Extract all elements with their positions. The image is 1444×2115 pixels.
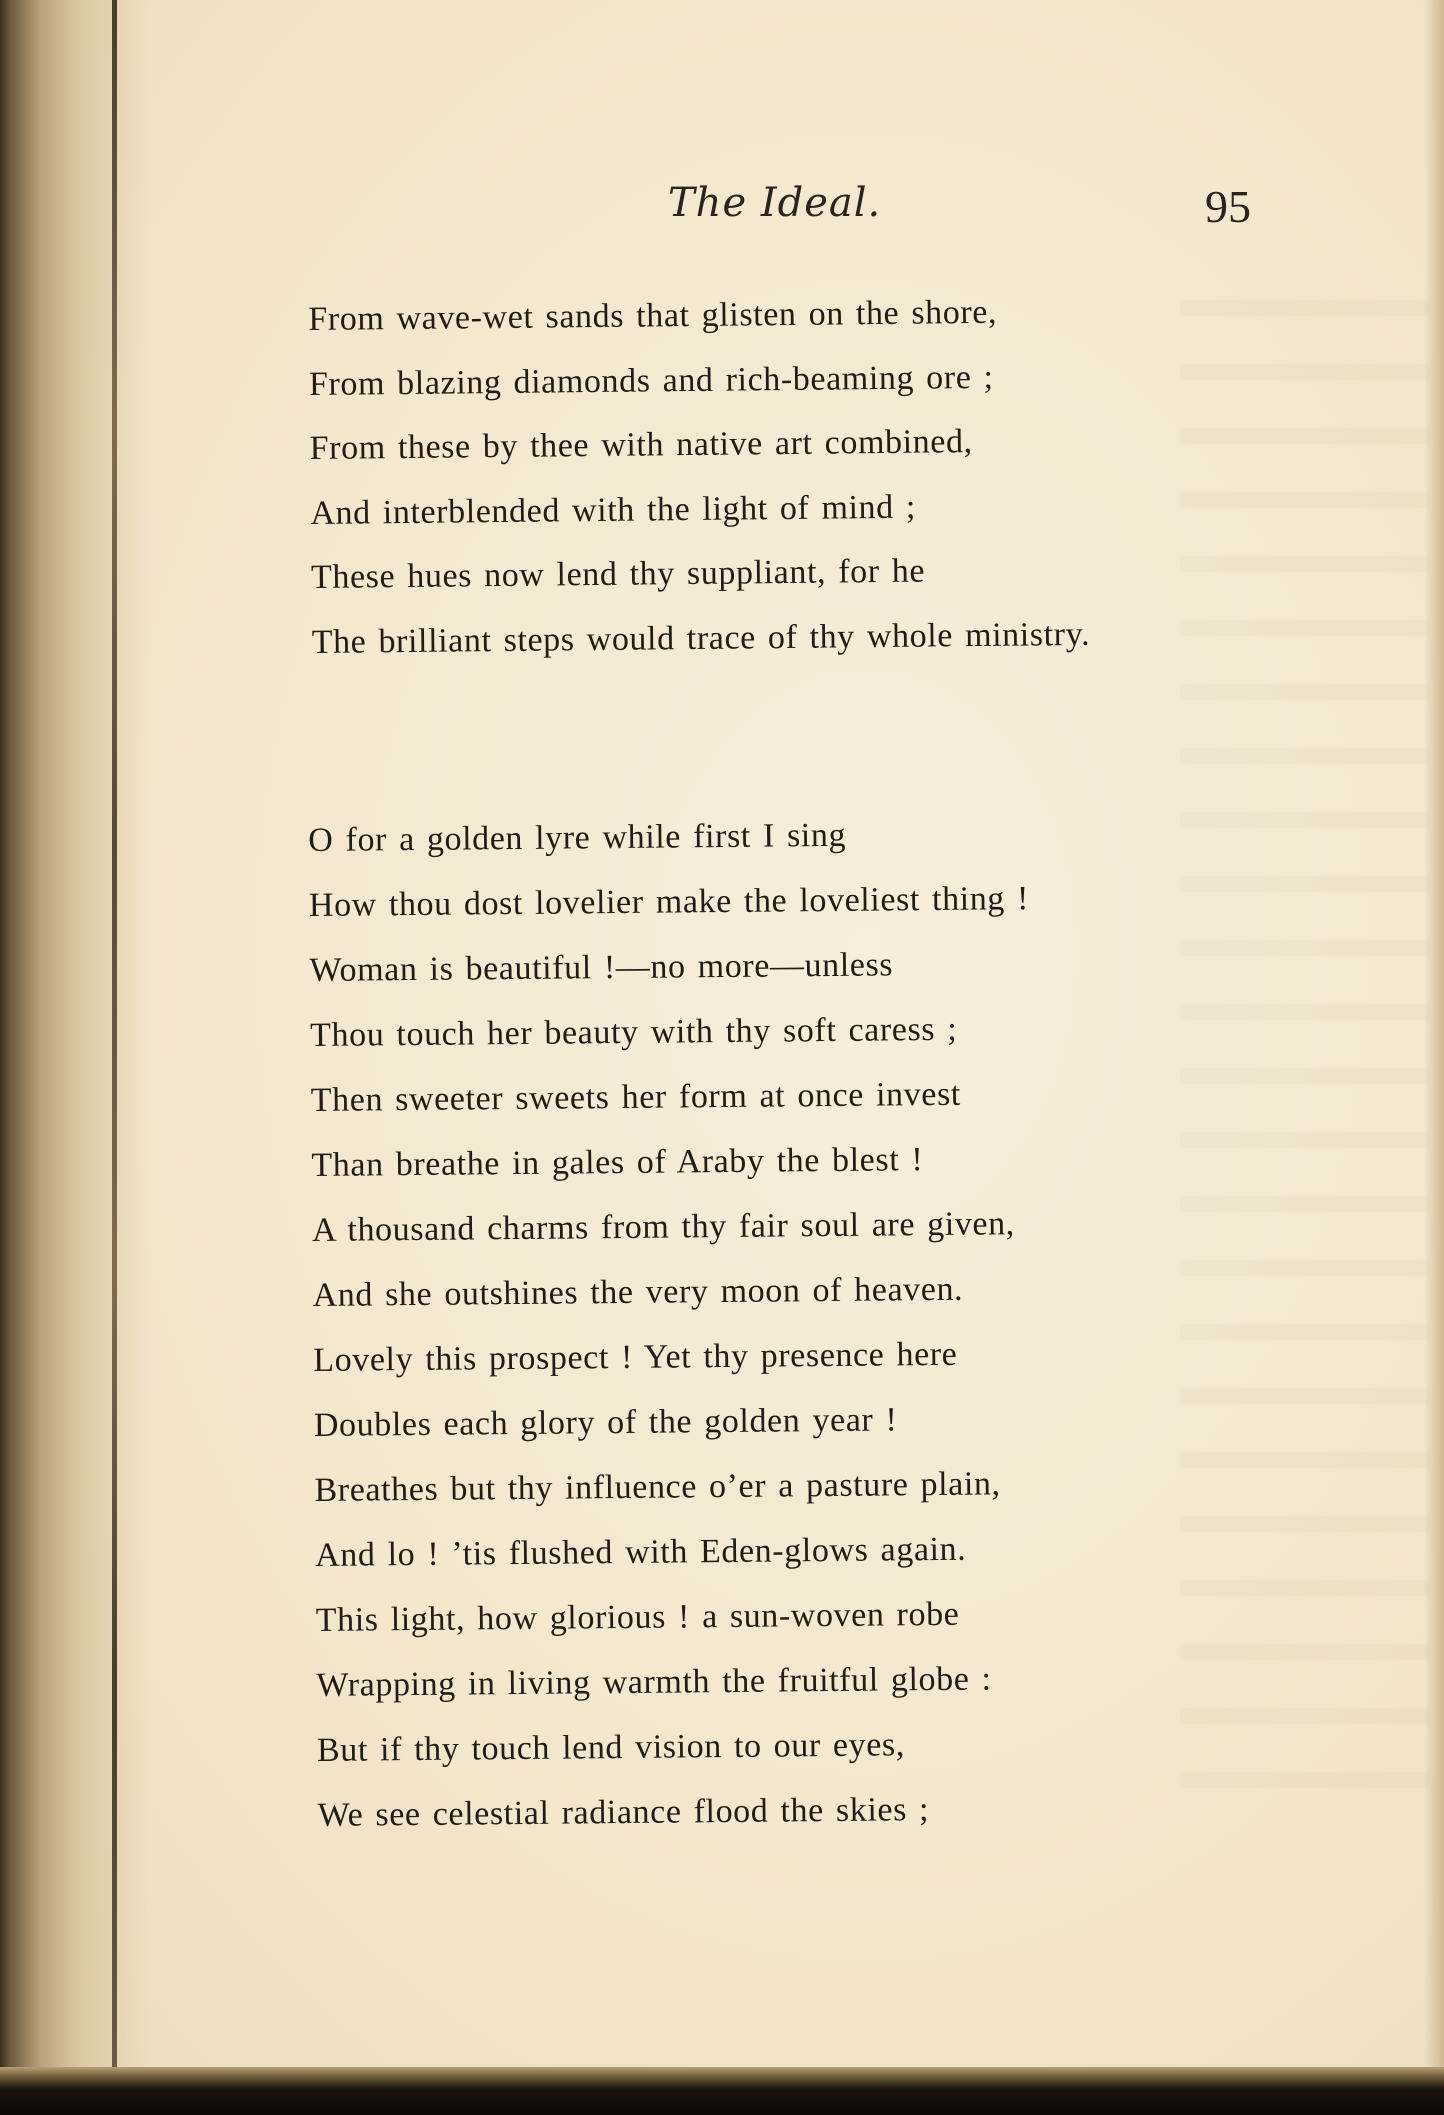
page-number: 95 (1205, 181, 1251, 232)
page-bottom-edge (0, 2067, 1444, 2115)
verse-line: And lo ! ’tis flushed with Eden-glows again. (314, 1530, 967, 1574)
verse-line: Than breathe in gales of Araby the blest ! (311, 1141, 924, 1184)
verse-line: O for a golden lyre while first I sing (308, 816, 847, 859)
binding-shadow (0, 0, 150, 2115)
verse-line: And interblended with the light of mind ; (310, 488, 917, 532)
verse-line: The brilliant steps would trace of thy whole ministry. (311, 615, 1091, 661)
verse-line: A thousand charms from thy fair soul are given, (311, 1205, 1015, 1249)
verse-line: This light, how glorious ! a sun-woven robe (315, 1595, 960, 1639)
stanza-2 (308, 799, 1248, 1848)
verse-line: From these by thee with native art combined, (309, 423, 973, 467)
verse-line: Breathes but thy influence o’er a pasture plain, (314, 1465, 1001, 1509)
stanza-1 (308, 278, 1242, 675)
binding-edge (112, 0, 117, 2115)
verse-line: How thou dost lovelier make the loveliest thing ! (308, 880, 1030, 924)
running-head: The Ideal. (668, 180, 882, 226)
verse-line: Wrapping in living warmth the fruitful globe : (316, 1660, 992, 1704)
verse-line: But if thy touch lend vision to our eyes, (316, 1726, 906, 1769)
page-right-edge (1424, 0, 1444, 2115)
verse-line: Thou touch her beauty with thy soft caress ; (310, 1010, 958, 1054)
verse-line: These hues now lend thy suppliant, for he (310, 552, 926, 596)
verse-line: From wave-wet sands that glisten on the shore, (308, 293, 998, 338)
verse-line: We see celestial radiance flood the skies ; (317, 1791, 930, 1834)
verse-line: Doubles each glory of the golden year ! (313, 1401, 898, 1444)
verse-line: Woman is beautiful !—no more—unless (309, 946, 894, 989)
verse-line: Then sweeter sweets her form at once invest (310, 1075, 962, 1119)
verse-line: Lovely this prospect ! Yet thy presence here (313, 1335, 958, 1379)
verse-line: From blazing diamonds and rich-beaming ore ; (308, 358, 994, 403)
verse-line: And she outshines the very moon of heaven. (312, 1270, 964, 1314)
